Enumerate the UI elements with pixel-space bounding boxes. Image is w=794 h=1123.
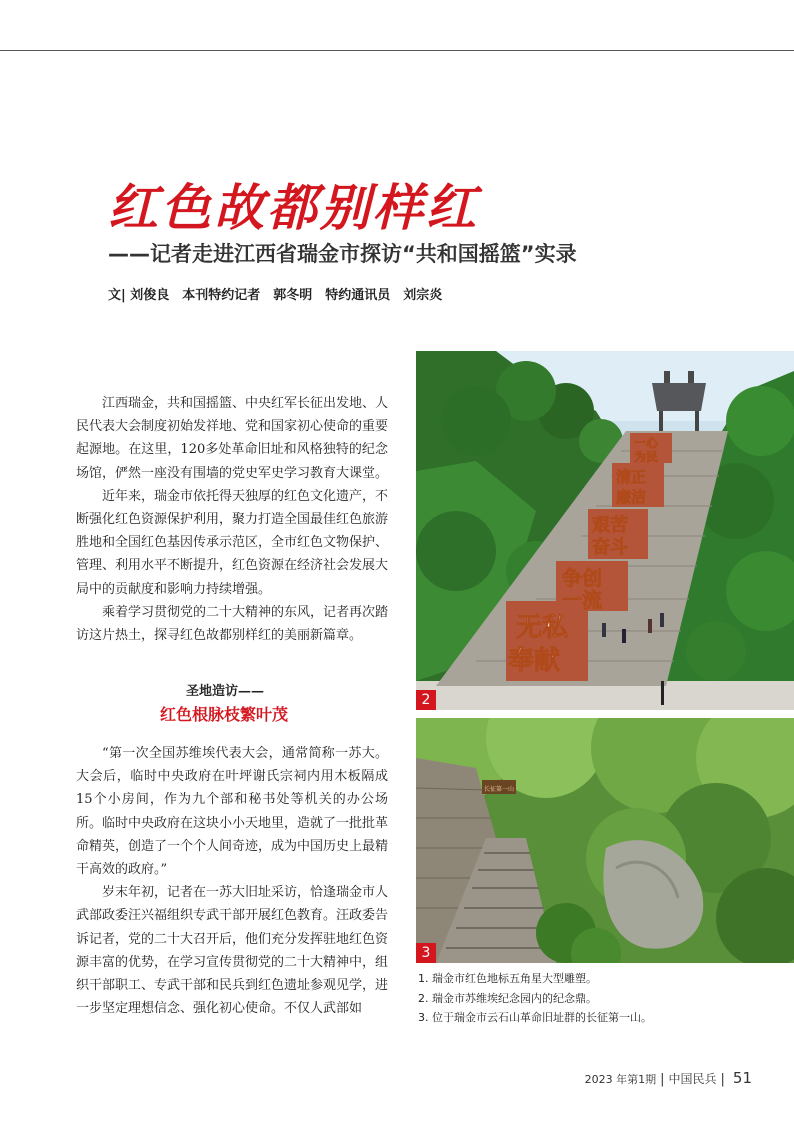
slogan-5b: 为民 — [634, 450, 659, 464]
byline-authors: | 刘俊良 本刊特约记者 郭冬明 特约通讯员 刘宗炎 — [121, 288, 443, 303]
article-subtitle: ——记者走进江西省瑞金市探访“共和国摇篮”实录 — [108, 242, 577, 266]
sign-text: 长征第一山 — [484, 786, 515, 793]
photo-captions — [418, 969, 788, 1028]
section-kicker: 圣地造访—— — [186, 684, 265, 699]
slogan-4b: 廉洁 — [616, 488, 647, 506]
intro-text — [76, 392, 388, 647]
body-paragraph: 岁末年初，记者在一苏大旧址采访，恰逢瑞金市人武部政委汪兴福组织专武干部开展红色教育。汪政委告诉记者，党的二十大召开后，他们充分发挥驻地红色资源丰富的优势，在学习宣传贯彻党的二十大精神中，组织干部职工、专武干部和民兵到红色遗址参观见学，进一步坚定理想信念、强化初心使命。不仅人武部如 — [76, 885, 389, 1017]
caption-item: 2. 瑞金市苏维埃纪念园内的纪念鼎。 — [418, 991, 597, 1005]
caption-item: 3. 位于瑞金市云石山革命旧址群的长征第一山。 — [418, 1011, 652, 1024]
header-rule — [0, 50, 794, 51]
slogan-2b: 一流 — [562, 588, 602, 612]
intro-paragraph: 乘着学习贯彻党的二十大精神的东风，记者再次踏访这片热土，探寻红色故都别样红的美丽新篇章。 — [76, 604, 389, 644]
slogan-3a: 艰苦 — [592, 515, 628, 536]
slogan-1a: 无私 — [516, 613, 569, 643]
mountain-path-illustration — [416, 718, 794, 963]
intro-paragraph: 近年来，瑞金市依托得天独厚的红色文化遗产，不断强化红色资源保护利用，聚力打造全国最佳红色旅游胜地和全国红色基因传承示范区，全市红色文物保护、管理、利用水平不断提升，红色资源在经济社会发展大局中的贡献度和影响力持续增强。 — [76, 488, 389, 597]
body-paragraph: “第一次全国苏维埃代表大会，通常简称一苏大。大会后，临时中央政府在叶坪谢氏宗祠内用木板隔成15个小房间，作为九个部和秘书处等机关的办公场所。临时中央政府在这块小小天地里，造就了一批批革命精英，创造了一个个人间奇迹，成为中国历史上最精干高效的政府。” — [76, 746, 389, 878]
byline — [108, 284, 442, 303]
footer-separator: | — [720, 1072, 725, 1087]
stairway-illustration — [416, 351, 794, 710]
body-text — [76, 742, 388, 1020]
caption-item: 1. 瑞金市红色地标五角星大型雕塑。 — [418, 972, 597, 985]
slogan-3b: 奋斗 — [592, 537, 628, 558]
photo-long-march-mountain — [416, 718, 794, 963]
section-title: 红色根脉枝繁叶茂 — [160, 705, 289, 724]
footer-issue: 2023 年第1期 — [584, 1073, 657, 1086]
byline-lead: 文 — [108, 288, 122, 303]
footer-magazine: 中国民兵 — [668, 1072, 717, 1086]
slogan-5a: 一心 — [634, 436, 659, 450]
intro-paragraph: 江西瑞金，共和国摇篮、中央红军长征出发地、人民代表大会制度初始发祥地、党和国家初心使命的重要起源地。在这里，120多处革命旧址和风格独特的纪念场馆，俨然一座没有围墙的党史军史学习教育大课堂。 — [76, 396, 389, 481]
article-title: 红色故都别样红 — [108, 179, 479, 237]
page-number: 51 — [732, 1069, 752, 1087]
photo-number: 3 — [416, 943, 436, 963]
slogan-1b: 奉献 — [508, 646, 561, 676]
slogan-2a: 争创 — [562, 566, 602, 590]
page-footer — [585, 1068, 752, 1087]
slogan-4a: 清正 — [616, 468, 647, 486]
footer-separator: | — [660, 1072, 665, 1087]
photo-number: 2 — [416, 690, 436, 710]
photo-memorial-stairway — [416, 351, 794, 710]
